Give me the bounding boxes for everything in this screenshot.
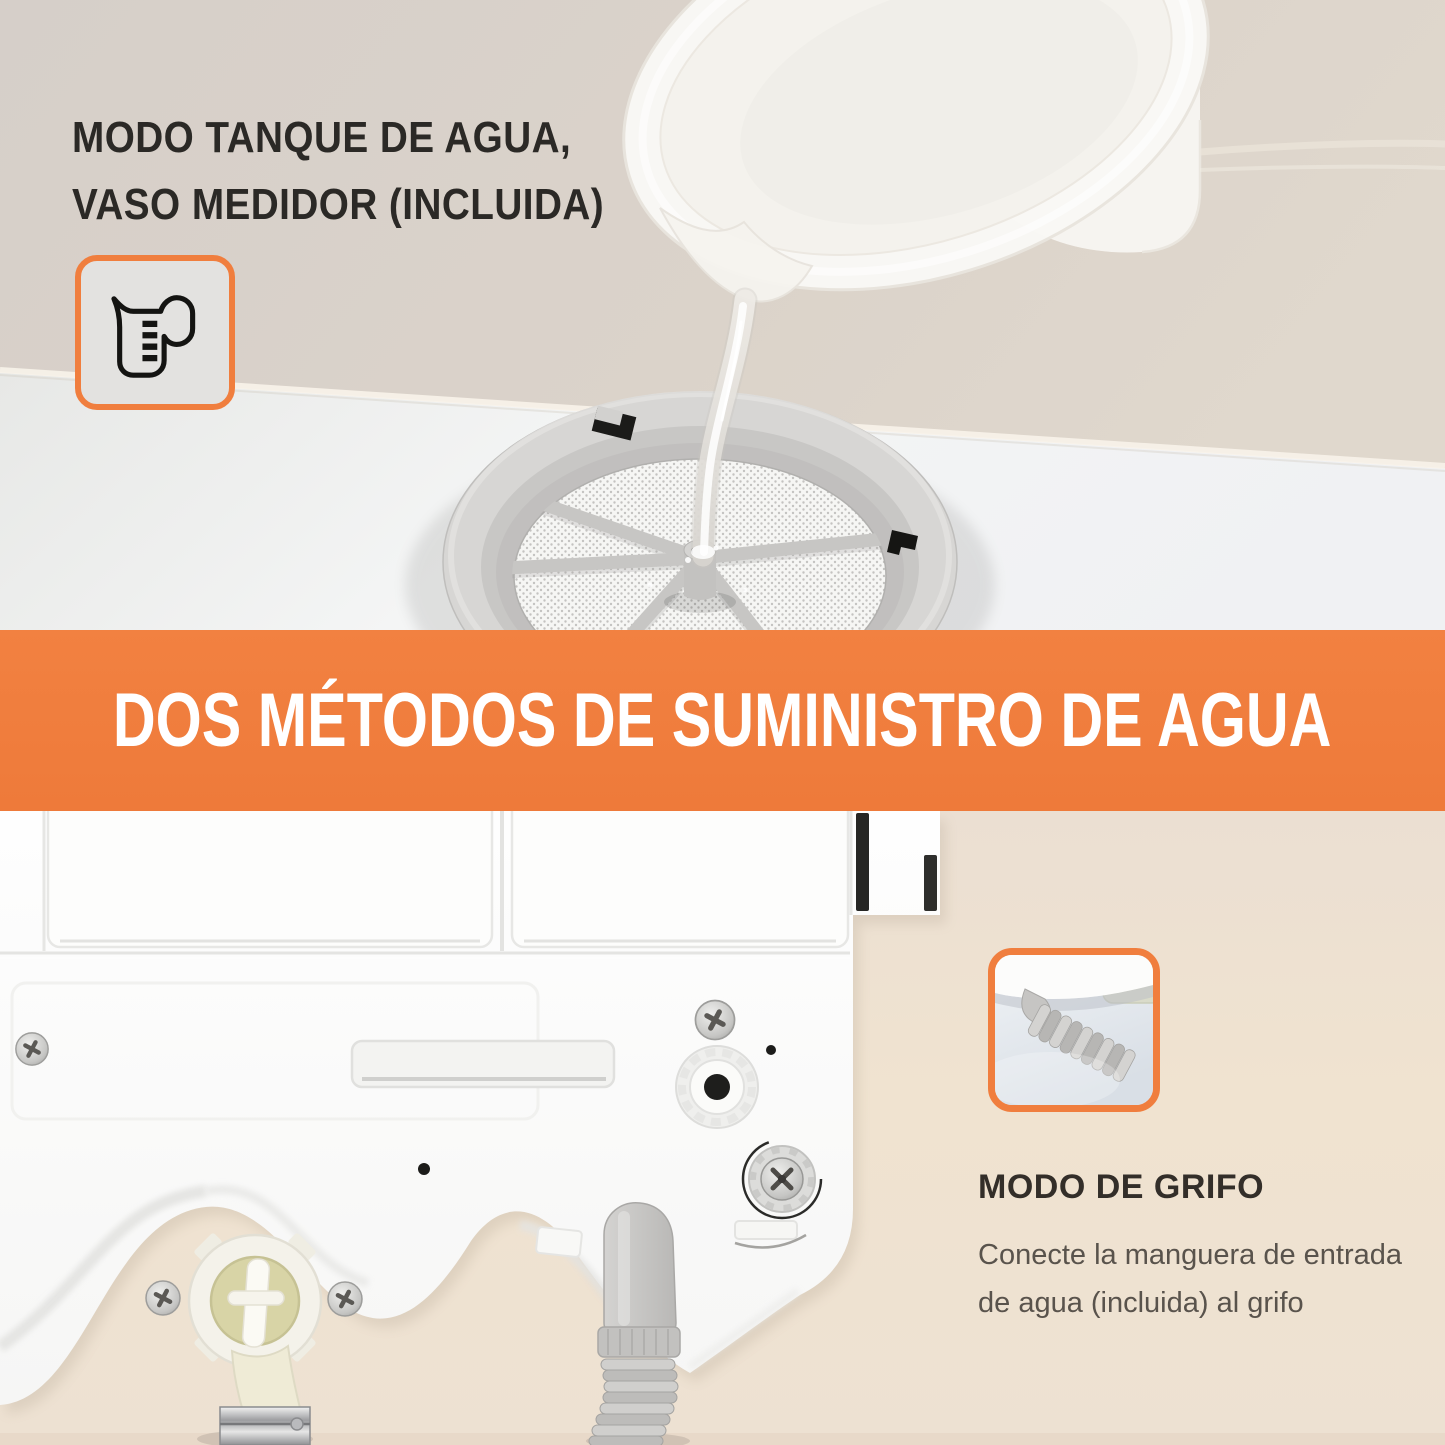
screw [16, 1033, 48, 1065]
screw [328, 1282, 362, 1316]
panel-slot-2 [924, 855, 937, 911]
headline-line2: VASO MEDIDOR (INCLUIDA) [72, 180, 605, 229]
measuring-cup-icon [96, 276, 214, 390]
appliance-underside-illustration [0, 811, 1445, 1445]
banner-title: DOS MÉTODOS DE SUMINISTRO DE AGUA [113, 678, 1332, 763]
faucet-mode-photo [0, 811, 1445, 1445]
faucet-mode-text-block [978, 1168, 1414, 1327]
round-port [676, 1046, 758, 1128]
screw [695, 1000, 734, 1039]
panel-slot-1 [856, 813, 869, 911]
edge-tab [536, 1227, 582, 1257]
faucet-mode-description: Conecte la manguera de entrada de agua (incluida) al grifo [978, 1239, 1403, 1319]
measuring-cup-icon-box [75, 255, 235, 410]
faucet-mode-heading: MODO DE GRIFO [978, 1168, 1265, 1206]
corner-ledge [735, 1221, 797, 1239]
headline-line1: MODO TANQUE DE AGUA, [72, 113, 572, 162]
pin-hole [418, 1163, 430, 1175]
chrome-clamp [220, 1407, 310, 1445]
screw [146, 1281, 180, 1315]
pin-hole [766, 1045, 776, 1055]
faucet-mode-thumbnail [988, 948, 1160, 1112]
recessed-slot [352, 1041, 614, 1087]
banner [0, 630, 1445, 811]
hose-nut [598, 1327, 680, 1357]
tank-mode-headline [72, 104, 604, 238]
inlet-hose-thumbnail-illustration [995, 955, 1153, 1105]
elbow-fitting [604, 1203, 676, 1333]
